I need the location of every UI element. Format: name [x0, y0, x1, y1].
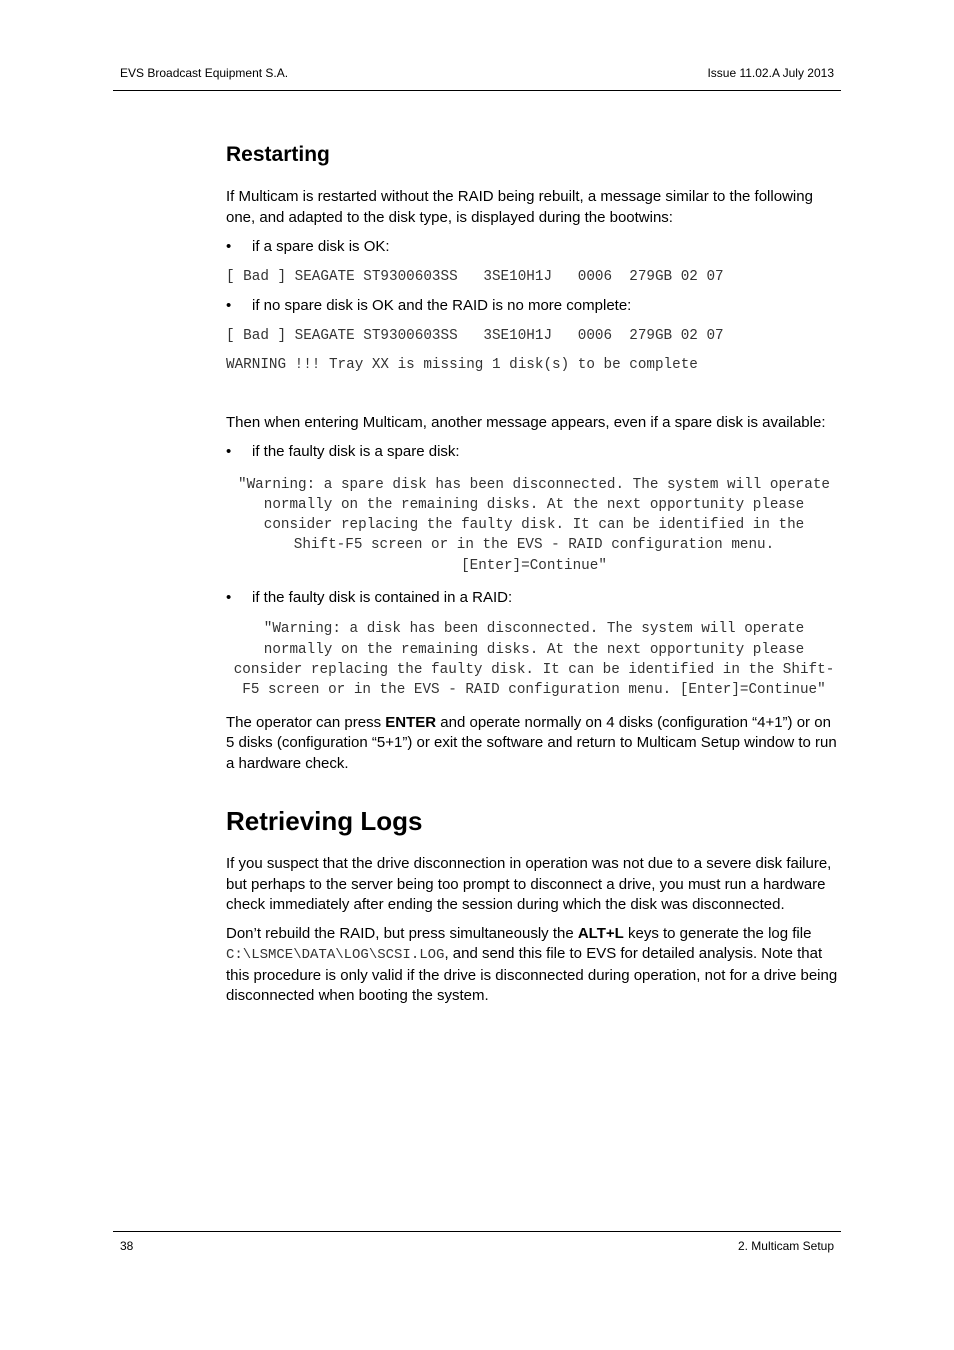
bullet-dot: • — [226, 238, 232, 255]
logs-paragraph-2 — [226, 924, 842, 1007]
page-content — [226, 140, 842, 1007]
bullet-no-spare — [226, 296, 842, 317]
bullet-text: if the faulty disk is contained in a RAID: — [252, 588, 513, 606]
then-paragraph: Then when entering Multicam, another message appears, even if a spare disk is available: — [226, 413, 826, 431]
logs-text-post: , and send this file to EVS for detailed analysis. Note that this procedure is only valid if the drive is disconnected during operation, not for a drive being disconnected when booting the system. — [226, 945, 838, 1005]
page-footer — [113, 1231, 841, 1253]
restarting-intro: If Multicam is restarted without the RAID being rebuilt, a message similar to the following one, and adapted to the disk type, is displayed during the bootwins: — [226, 188, 813, 226]
bullet-faulty-raid — [226, 588, 842, 609]
company-name: EVS Broadcast Equipment S.A. — [120, 66, 289, 80]
bullet-dot: • — [226, 297, 232, 314]
operator-paragraph — [226, 713, 842, 775]
code-warning-tray: WARNING !!! Tray XX is missing 1 disk(s) to be complete — [226, 357, 698, 373]
bullet-spare-ok — [226, 237, 842, 258]
issue-date: Issue 11.02.A July 2013 — [707, 66, 834, 80]
enter-key: ENTER — [385, 713, 437, 731]
warning-disk-disconnected: "Warning: a disk has been disconnected. The system will operate normally on the remaining disks. At the next opportunity please consider replacing the faulty disk. It can be identified in the Shift-F5 screen or in the EVS - RAID configuration menu. [Enter]=Continue" — [233, 621, 835, 699]
logs-text-mid: keys to generate the log file — [623, 924, 812, 942]
bullet-text: if the faulty disk is a spare disk: — [252, 443, 460, 460]
bullet-text: if no spare disk is OK and the RAID is no more complete: — [252, 297, 632, 314]
log-file-path: C:\LSMCE\DATA\LOG\SCSI.LOG — [226, 947, 445, 964]
operator-text: The operator can press — [226, 713, 386, 731]
page-number: 38 — [120, 1239, 134, 1253]
operator-text-post: and operate normally on 4 disks (configuration “4+1”) or on 5 disks (configuration “5+1”) or exit the software and return to Multicam Setup window to run a hardware check. — [226, 713, 837, 772]
bullet-text: if a spare disk is OK: — [252, 238, 390, 255]
warning-spare-disconnected: "Warning: a spare disk has been disconnected. The system will operate normally on the remaining disks. At the next opportunity please consider replacing the faulty disk. It can be identified in the Shift-F5 screen or in the EVS - RAID configuration menu. [Enter]=Continue" — [238, 476, 830, 574]
section-title-logs: Retrieving Logs — [226, 806, 423, 837]
bullet-faulty-spare — [226, 442, 842, 463]
bullet-dot: • — [226, 443, 232, 460]
logs-text-pre: Don’t rebuild the RAID, but press simultaneously the — [226, 924, 578, 942]
section-title-restarting: Restarting — [226, 143, 330, 166]
code-bad-disk-2: [ Bad ] SEAGATE ST9300603SS 3SE10H1J 0006 279GB 02 07 — [226, 327, 724, 344]
logs-paragraph-1: If you suspect that the drive disconnection in operation was not due to a severe disk failure, but perhaps to the server being too prompt to disconnect a drive, you must run a hardware check immediately after ending the session during which the disk was disconnected. — [226, 855, 832, 914]
code-bad-disk-1: [ Bad ] SEAGATE ST9300603SS 3SE10H1J 0006 279GB 02 07 — [226, 268, 724, 285]
bullet-dot: • — [226, 588, 232, 606]
alt-l-key: ALT+L — [577, 924, 624, 942]
chapter-name: 2. Multicam Setup — [737, 1239, 834, 1253]
page-header — [113, 64, 841, 91]
